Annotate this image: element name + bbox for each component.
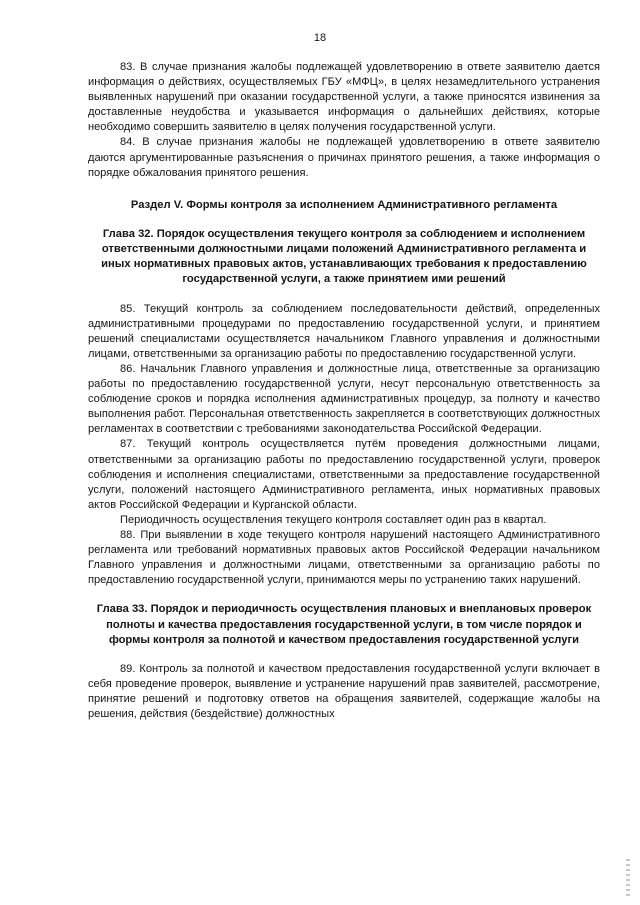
section-v-heading: Раздел V. Формы контроля за исполнением Административного регламента: [130, 198, 558, 211]
paragraph-89: 89. Контроль за полнотой и качеством предоставления государственной услуги включает в себя проведение проверок, выявление и устранение нарушений прав заявителей, рассмотрение, принятие решений и подготовку ответов на обращения заявителей, содержащие жалобы на решения, действия (бездействие) должностных: [88, 662, 600, 721]
paragraph-87: 87. Текущий контроль осуществляется путём проведения должностными лицами, ответственными за организацию работы по предоставлению государственной услуги, проверок соблюдения и исполнения специалистами, ответственными за предоставление государственной услуги, положений настоящего Административного регламента, иных нормативных правовых актов Российской Федерации и Курганской области.: [88, 438, 600, 511]
paragraph-88: 88. При выявлении в ходе текущего контроля нарушений настоящего Административного регламента или требований нормативных правовых актов Российской Федерации начальником Главного управления и должностными лицами, ответственными за организацию работы по предоставлению государственной услуги, принимаются меры по устранению таких нарушений.: [88, 528, 600, 587]
chapter-33-heading: Глава 33. Порядок и периодичность осуществления плановых и внеплановых проверок полноты и качества предоставления государственной услуги, в том числе порядок и формы контроля за полнотой и качеством предоставления государственной услуги: [96, 603, 592, 646]
scan-edge-mark: [626, 859, 630, 899]
paragraph-86: 86. Начальник Главного управления и должностные лица, ответственные за организацию работы по предоставлению государственной услуги, несут персональную ответственность за соблюдение сроков и порядка исполнения административных процедур, за полноту и качество выполнения работ. Персональная ответственность закрепляется в соответствующих должностных регламентах в соответствии с требованиями законодательства Российской Федерации.: [88, 362, 600, 436]
page-number: 18: [313, 32, 327, 44]
chapter-32-heading: Глава 32. Порядок осуществления текущего контроля за соблюдением и исполнением ответственными должностными лицами положений Административного регламента и иных нормативных правовых актов, устанавливающих требования к предоставлению государственной услуги, а также принятием ими решений: [101, 227, 587, 286]
paragraph-84: 84. В случае признания жалобы не подлежащей удовлетворению в ответе заявителю даются аргументированные разъяснения о причинах принятого решения, а также информация о порядке обжалования принятого решения.: [88, 136, 600, 179]
paragraph-periodicity: Периодичность осуществления текущего контроля составляет один раз в квартал.: [120, 513, 547, 526]
paragraph-83: 83. В случае признания жалобы подлежащей удовлетворению в ответе заявителю дается информация о действиях, осуществляемых ГБУ «МФЦ», в целях незамедлительного устранения выявленных нарушений при оказании государственной услуги, а также приносятся извинения за доставленные неудобства и указывается информация о дальнейших действиях, которые необходимо совершить заявителю в целях получения государственной услуги.: [88, 61, 600, 134]
page-content: [88, 60, 600, 722]
paragraph-85: 85. Текущий контроль за соблюдением последовательности действий, определенных административными процедурами по предоставлению государственной услуги, и принятием решений специалистами осуществляется начальником Главного управления и должностными лицами, ответственными за организацию работы по предоставлению государственной услуги.: [88, 302, 600, 360]
